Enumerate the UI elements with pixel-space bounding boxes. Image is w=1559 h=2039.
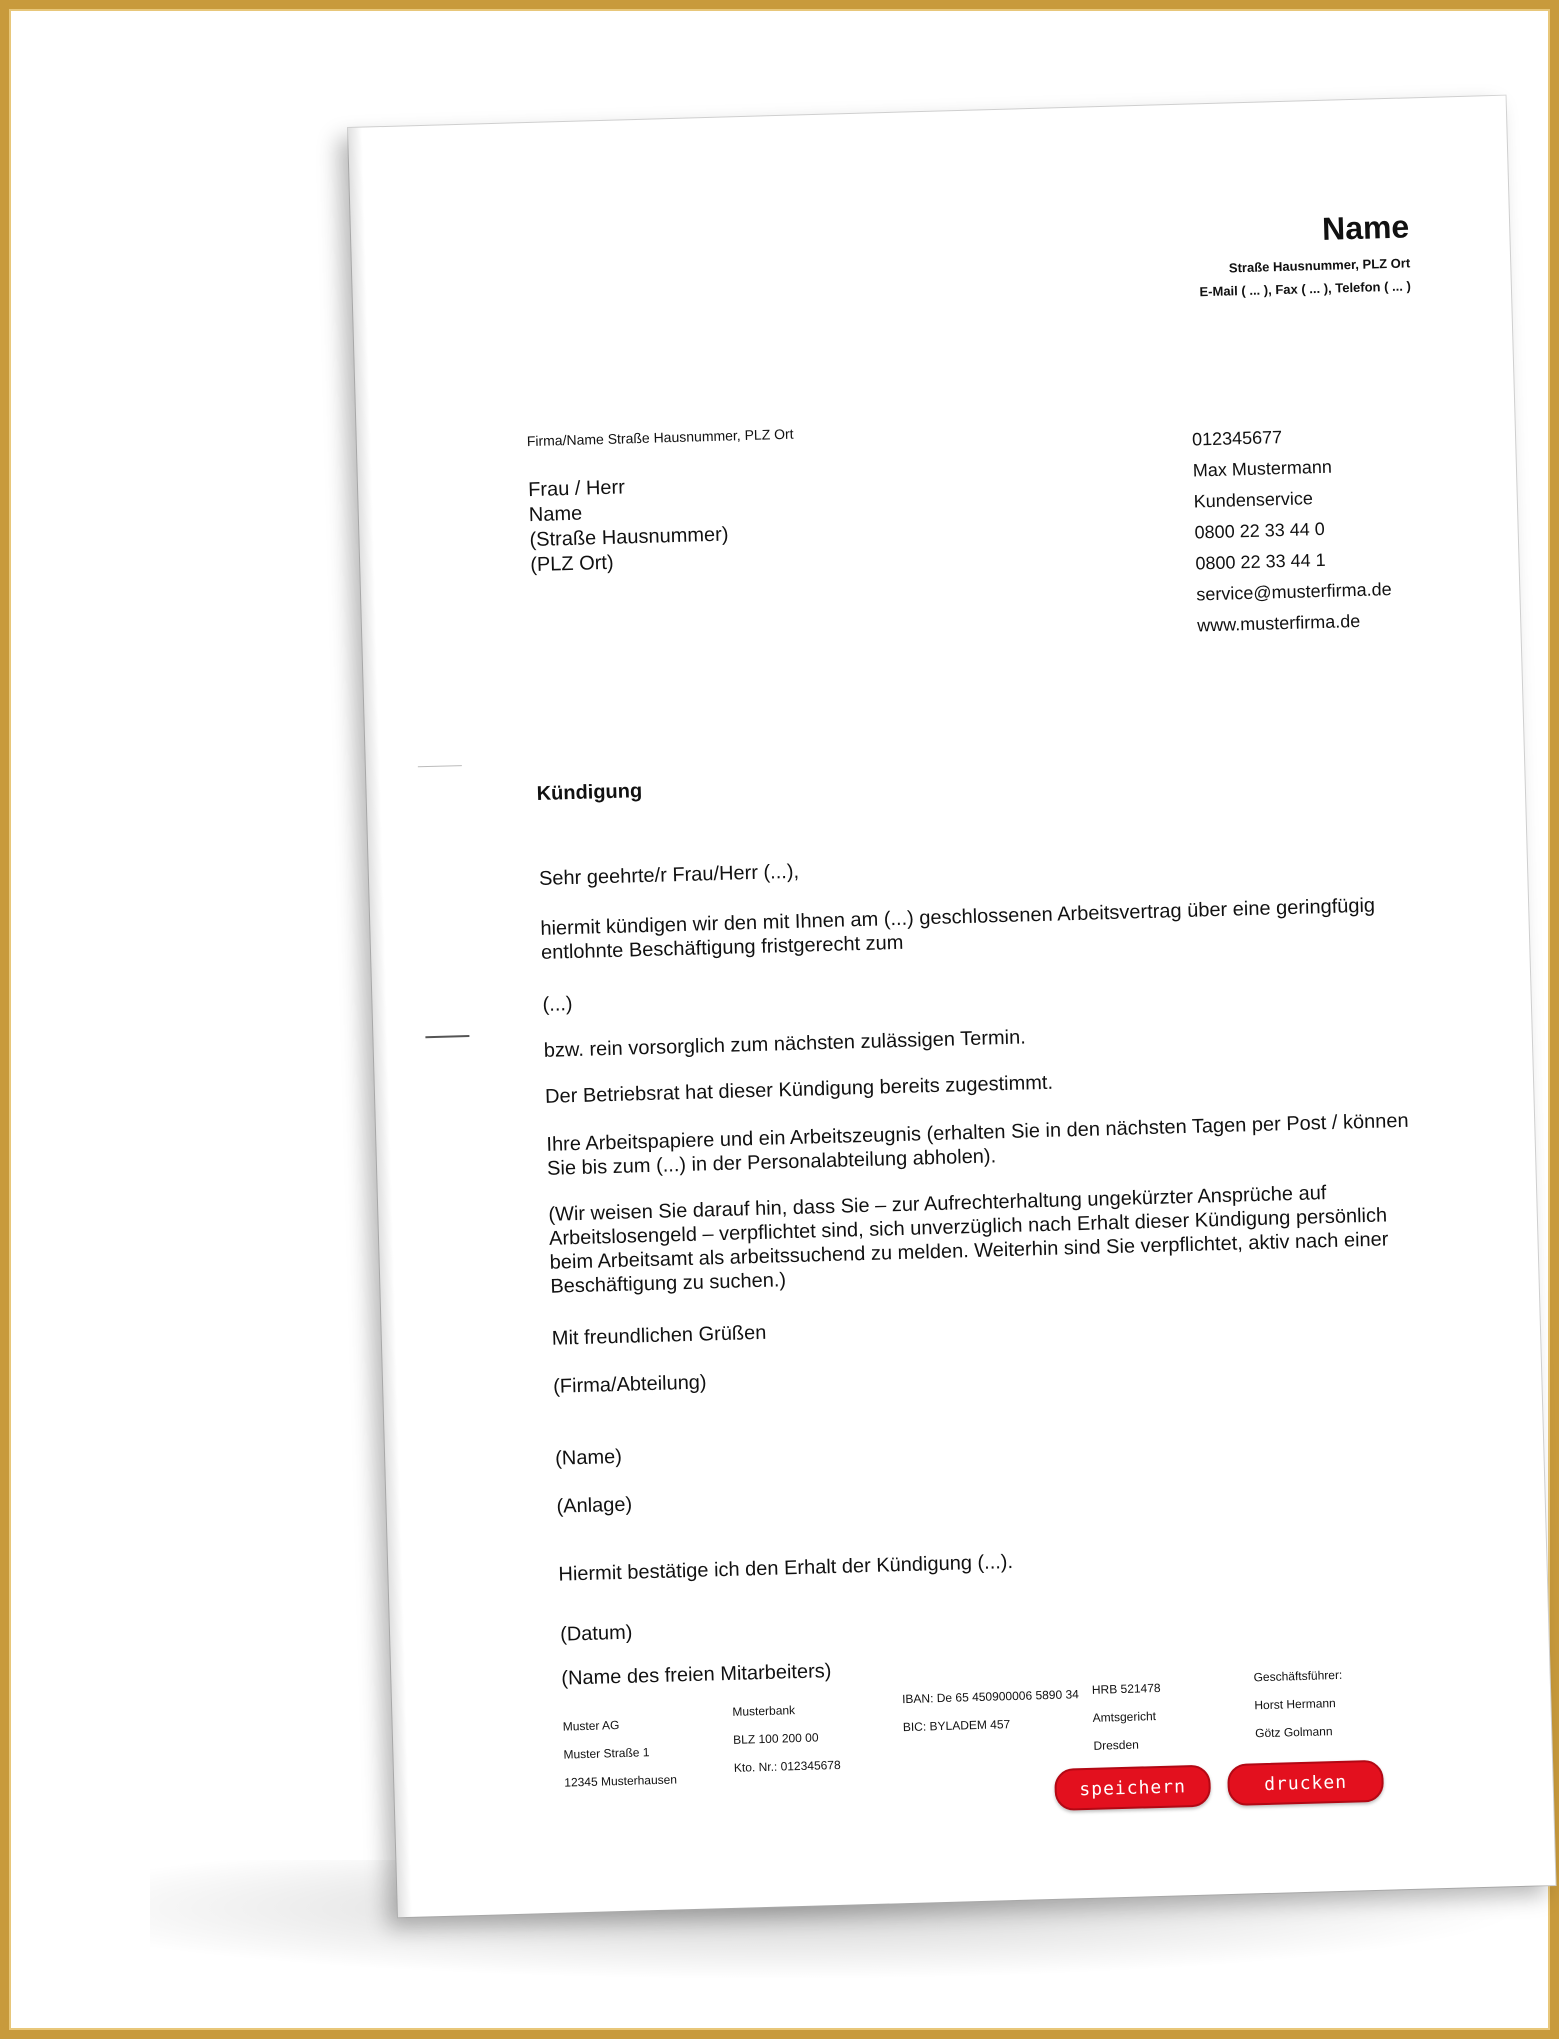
recipient-block xyxy=(528,473,730,579)
recipient-name: Name xyxy=(528,502,583,527)
footer-management-label: Geschäftsführer: xyxy=(1253,1667,1343,1685)
letter-subject: Kündigung xyxy=(536,780,643,805)
greeting: Sehr geehrte/r Frau/Herr (...), xyxy=(538,860,800,890)
attachment-note: (Anlage) xyxy=(556,1493,633,1518)
closing: Mit freundlichen Grüßen xyxy=(551,1321,767,1350)
footer-bic: BIC: BYLADEM 457 xyxy=(902,1717,1011,1735)
letter-page xyxy=(348,96,1556,1918)
footer-iban xyxy=(902,1680,1080,1741)
contact-number: 012345677 xyxy=(1191,427,1283,450)
contact-web: www.musterfirma.de xyxy=(1196,610,1361,636)
footer-iban-number: IBAN: De 65 450900006 5890 34 xyxy=(901,1687,1080,1707)
contact-department: Kundenservice xyxy=(1193,488,1314,512)
fold-mark-upper xyxy=(418,765,462,767)
return-address: Firma/Name Straße Hausnummer, PLZ Ort xyxy=(526,425,794,450)
footer-manager-2: Götz Golmann xyxy=(1254,1724,1333,1741)
closing-company: (Firma/Abteilung) xyxy=(552,1371,707,1398)
footer-bank-code: BLZ 100 200 00 xyxy=(732,1730,819,1747)
body-paragraph-6: (Wir weisen Sie darauf hin, dass Sie – zur Aufrechterhaltung ungekürzter Ansprüche auf Arbeitslosengeld – verpflichtet sind, sich unverzüglich nach Erhalt dieser Kündigung persönlich beim Arbeitsamt als arbeitssuchend zu melden. Weiterhin sind Sie verpflichtet, aktiv nach einer Beschäftigung zu suchen.) xyxy=(548,1182,1389,1298)
contact-fax: 0800 22 33 44 1 xyxy=(1195,549,1326,574)
closing-signer: (Name) xyxy=(554,1445,623,1470)
footer-company xyxy=(562,1709,677,1796)
body-paragraph-4: Der Betriebsrat hat dieser Kündigung bereits zugestimmt. xyxy=(544,1071,1054,1108)
footer-management xyxy=(1253,1661,1344,1747)
footer-company-name: Muster AG xyxy=(562,1718,620,1734)
footer-court: Amtsgericht xyxy=(1092,1709,1157,1725)
body-paragraph-3: bzw. rein vorsorglich zum nächsten zulässigen Termin. xyxy=(543,1026,1027,1062)
sender-name: Name xyxy=(1321,208,1410,247)
recipient-salutation: Frau / Herr xyxy=(527,476,626,502)
footer-court-city: Dresden xyxy=(1093,1737,1139,1753)
body-paragraph-2: (...) xyxy=(542,993,573,1016)
receipt-confirmation: Hiermit bestätige ich den Erhalt der Kündigung (...). xyxy=(558,1550,1014,1586)
footer-hrb: HRB 521478 xyxy=(1091,1680,1161,1697)
sender-contact-line: E-Mail ( ... ), Fax ( ... ), Telefon ( ... ) xyxy=(1199,278,1412,300)
contact-person: Max Mustermann xyxy=(1192,456,1333,481)
recipient-street: (Straße Hausnummer) xyxy=(529,523,729,552)
contact-phone: 0800 22 33 44 0 xyxy=(1194,518,1325,543)
confirmation-date: (Datum) xyxy=(559,1621,633,1646)
contact-block xyxy=(1192,419,1393,641)
footer-company-city: 12345 Musterhausen xyxy=(564,1772,678,1790)
confirmation-employee: (Name des freien Mitarbeiters) xyxy=(561,1660,832,1690)
footer-company-street: Muster Straße 1 xyxy=(563,1745,650,1762)
footer-bank-name: Musterbank xyxy=(732,1703,796,1719)
recipient-city: (PLZ Ort) xyxy=(529,551,614,577)
contact-email: service@musterfirma.de xyxy=(1196,579,1392,605)
footer-account-number: Kto. Nr.: 012345678 xyxy=(733,1757,841,1775)
footer-register xyxy=(1092,1674,1163,1760)
fold-mark-lower xyxy=(425,1035,469,1038)
footer-manager-1: Horst Hermann xyxy=(1254,1696,1336,1713)
footer-bank xyxy=(732,1695,841,1782)
save-button[interactable]: speichern xyxy=(1054,1765,1211,1811)
body-paragraph-5: Ihre Arbeitspapiere und ein Arbeitszeugnis (erhalten Sie in den nächsten Tagen per Post / können Sie bis zum (...) in der Personalabteilung abholen). xyxy=(546,1109,1409,1180)
body-paragraph-1: hiermit kündigen wir den mit Ihnen am (...) geschlossenen Arbeitsvertrag über eine geringfügig entlohnte Beschäftigung fristgerecht zum xyxy=(540,894,1376,964)
print-button[interactable]: drucken xyxy=(1227,1760,1384,1806)
sender-address: Straße Hausnummer, PLZ Ort xyxy=(1228,255,1411,276)
